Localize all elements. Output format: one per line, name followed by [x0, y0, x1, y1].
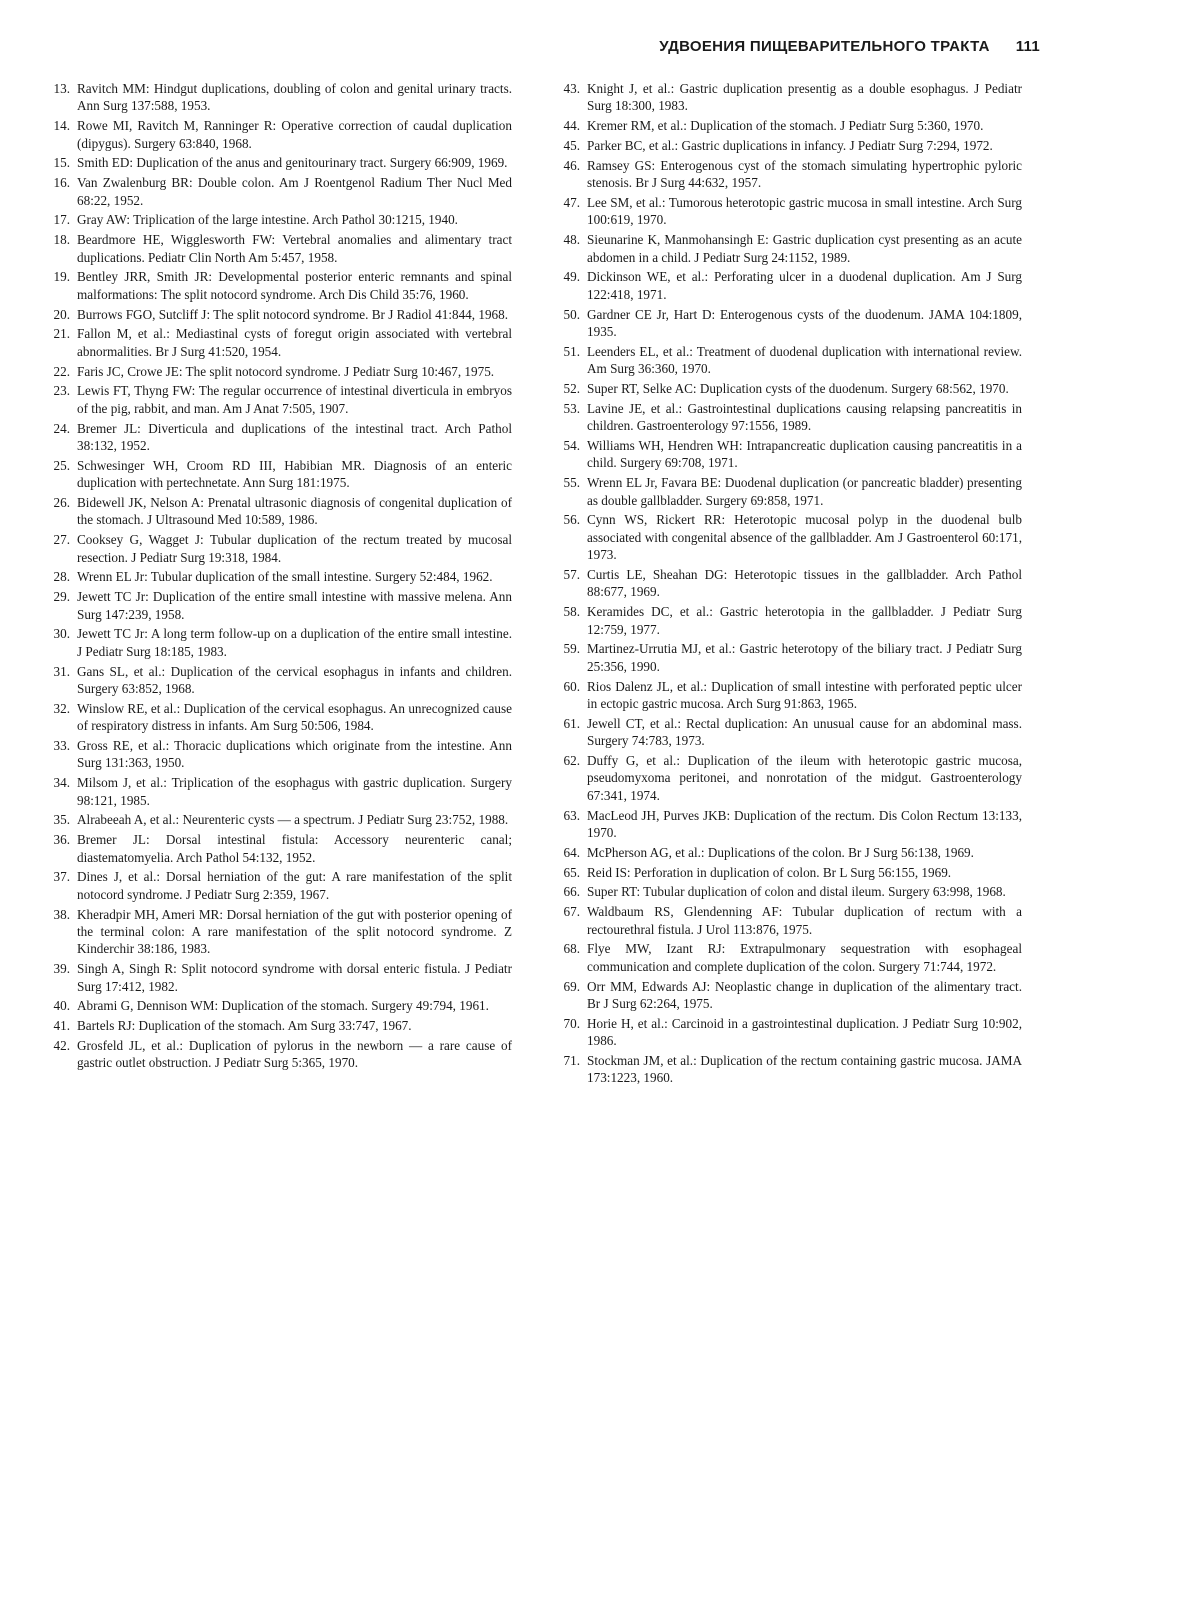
reference-text: Gardner CE Jr, Hart D: Enterogenous cysts of the duodenum. JAMA 104:1809, 1935. [587, 306, 1022, 340]
reference-item [555, 883, 1022, 900]
reference-text: Singh A, Singh R: Split notocord syndrome with dorsal enteric fistula. J Pediatr Surg 17:412, 1982. [77, 961, 512, 994]
reference-item [555, 343, 1022, 378]
reference-text: Waldbaum RS, Glendenning AF: Tubular duplication of rectum with a rectourethral fistula. J Urol 113:876, 1975. [587, 904, 1022, 937]
reference-number: 68. [563, 941, 580, 957]
running-header [659, 38, 1040, 55]
reference-number: 69. [563, 978, 580, 994]
reference-item [555, 844, 1022, 861]
reference-number: 55. [563, 475, 580, 491]
reference-text: Schwesinger WH, Croom RD III, Habibian MR. Diagnosis of an enteric duplication with pertechnetate. Ann Surg 181:1975. [77, 457, 512, 491]
reference-item [45, 231, 512, 266]
reference-number: 42. [53, 1038, 70, 1054]
reference-item [45, 420, 512, 455]
reference-text: Rios Dalenz JL, et al.: Duplication of small intestine with perforated peptic ulcer in ectopic gastric mucosa. Arch Surg 91:863, 1965. [587, 678, 1022, 712]
reference-text: Keramides DC, et al.: Gastric heterotopia in the gallbladder. J Pediatr Surg 12:759, 1977. [587, 604, 1022, 637]
reference-item [555, 603, 1022, 638]
reference-number: 67. [563, 904, 580, 920]
reference-text: Gray AW: Triplication of the large intestine. Arch Pathol 30:1215, 1940. [77, 212, 458, 228]
reference-number: 34. [53, 775, 70, 791]
reference-text: Kremer RM, et al.: Duplication of the stomach. J Pediatr Surg 5:360, 1970. [587, 118, 984, 134]
reference-number: 46. [563, 157, 580, 173]
page-number: 111 [1015, 38, 1040, 55]
reference-text: Williams WH, Hendren WH: Intrapancreatic duplication causing pancreatitis in a child. Surgery 69:708, 1971. [587, 438, 1022, 471]
reference-text: Van Zwalenburg BR: Double colon. Am J Roentgenol Radium Ther Nucl Med 68:22, 1952. [77, 175, 512, 208]
references-column-left [45, 80, 512, 1074]
reference-number: 13. [53, 81, 70, 96]
reference-number: 32. [53, 700, 70, 716]
reference-item [45, 997, 512, 1014]
reference-number: 16. [53, 175, 70, 191]
reference-text: Super RT, Selke AC: Duplication cysts of the duodenum. Surgery 68:562, 1970. [587, 381, 1009, 397]
reference-number: 64. [563, 844, 580, 860]
reference-text: Dines J, et al.: Dorsal herniation of the gut: A rare manifestation of the split notocord syndrome. J Pediatr Surg 2:359, 1967. [77, 869, 512, 902]
reference-text: Orr MM, Edwards AJ: Neoplastic change in duplication of the alimentary tract. Br J Surg 62:264, 1975. [587, 978, 1022, 1012]
reference-number: 31. [53, 663, 70, 679]
reference-item [45, 531, 512, 566]
reference-text: Wrenn EL Jr: Tubular duplication of the small intestine. Surgery 52:484, 1962. [77, 569, 493, 585]
reference-number: 39. [53, 961, 70, 977]
reference-text: Milsom J, et al.: Triplication of the esophagus with gastric duplication. Surgery 98:121, 1985. [77, 775, 512, 808]
reference-text: Kheradpir MH, Ameri MR: Dorsal herniation of the gut with posterior opening of the terminal colon: A rare manifestation of the split notocord syndrome. Z Kinderchir 38:186, 1983. [77, 906, 512, 957]
reference-item [45, 382, 512, 417]
reference-number: 20. [53, 306, 70, 322]
reference-number: 27. [53, 532, 70, 548]
reference-text: Abrami G, Dennison WM: Duplication of the stomach. Surgery 49:794, 1961. [77, 998, 489, 1014]
reference-item [555, 268, 1022, 303]
reference-text: Leenders EL, et al.: Treatment of duodenal duplication with international review. Am Surg 36:360, 1970. [587, 343, 1022, 377]
reference-item [45, 737, 512, 772]
reference-item [555, 511, 1022, 563]
reference-item [555, 157, 1022, 192]
reference-number: 41. [53, 1018, 70, 1034]
reference-item [45, 268, 512, 303]
reference-item [45, 154, 512, 171]
reference-number: 59. [563, 641, 580, 657]
reference-number: 62. [563, 753, 580, 769]
reference-text: Rowe MI, Ravitch M, Ranninger R: Operative correction of caudal duplication (dipygus). Surgery 63:840, 1968. [77, 118, 512, 151]
reference-number: 56. [563, 512, 580, 528]
reference-number: 58. [563, 604, 580, 620]
reference-item [555, 566, 1022, 601]
reference-text: Bartels RJ: Duplication of the stomach. Am Surg 33:747, 1967. [77, 1018, 412, 1034]
reference-text: Fallon M, et al.: Mediastinal cysts of foregut origin associated with vertebral abnormalities. Br J Surg 41:520, 1954. [77, 326, 512, 359]
reference-text: Martinez-Urrutia MJ, et al.: Gastric heterotopy of the biliary tract. J Pediatr Surg 25:356, 1990. [587, 641, 1022, 674]
reference-text: Jewett TC Jr: Duplication of the entire small intestine with massive melena. Ann Surg 147:239, 1958. [77, 589, 512, 622]
reference-number: 25. [53, 457, 70, 473]
reference-item [45, 906, 512, 958]
reference-item [45, 306, 512, 323]
reference-text: McPherson AG, et al.: Duplications of the colon. Br J Surg 56:138, 1969. [587, 844, 974, 860]
reference-number: 49. [563, 269, 580, 285]
reference-number: 21. [53, 326, 70, 342]
reference-text: Bidewell JK, Nelson A: Prenatal ultrasonic diagnosis of congenital duplication of the stomach. J Ultrasound Med 10:589, 1986. [77, 495, 512, 528]
reference-number: 36. [53, 832, 70, 848]
reference-number: 15. [53, 155, 70, 171]
running-title: УДВОЕНИЯ ПИЩЕВАРИТЕЛЬНОГО ТРАКТА [659, 38, 990, 55]
reference-number: 43. [563, 81, 580, 96]
reference-text: Grosfeld JL, et al.: Duplication of pylorus in the newborn — a rare cause of gastric outlet obstruction. J Pediatr Surg 5:365, 1970. [77, 1038, 512, 1071]
reference-number: 51. [563, 343, 580, 359]
reference-item [45, 625, 512, 660]
reference-item [555, 380, 1022, 397]
reference-item [555, 1015, 1022, 1050]
reference-item [45, 1017, 512, 1034]
reference-number: 19. [53, 269, 70, 285]
reference-text: Ravitch MM: Hindgut duplications, doubling of colon and genital urinary tracts. Ann Surg 137:588, 1953. [77, 81, 512, 114]
reference-number: 50. [563, 306, 580, 322]
reference-number: 44. [563, 118, 580, 134]
reference-item [45, 663, 512, 698]
reference-item [555, 978, 1022, 1013]
reference-item [45, 363, 512, 380]
reference-text: Wrenn EL Jr, Favara BE: Duodenal duplication (or pancreatic bladder) presenting as double gallbladder. Surgery 69:858, 1971. [587, 475, 1022, 508]
reference-text: Reid IS: Perforation in duplication of colon. Br L Surg 56:155, 1969. [587, 864, 952, 880]
reference-text: Horie H, et al.: Carcinoid in a gastrointestinal duplication. J Pediatr Surg 10:902, 1986. [587, 1015, 1022, 1049]
reference-item [555, 752, 1022, 804]
reference-item [555, 807, 1022, 842]
reference-item [45, 457, 512, 492]
reference-number: 47. [563, 195, 580, 210]
reference-number: 23. [53, 383, 70, 399]
reference-item [45, 174, 512, 209]
reference-text: Smith ED: Duplication of the anus and genitourinary tract. Surgery 66:909, 1969. [77, 155, 508, 171]
reference-text: Dickinson WE, et al.: Perforating ulcer in a duodenal duplication. Am J Surg 122:418, 1971. [587, 269, 1022, 302]
reference-text: Cynn WS, Rickert RR: Heterotopic mucosal polyp in the duodenal bulb associated with congenital absence of the gallbladder. Am J Gastroenterol 60:171, 1973. [587, 512, 1022, 563]
reference-item [555, 437, 1022, 472]
reference-text: Bremer JL: Dorsal intestinal fistula: Accessory neurenteric canal; diastematomyelia. Arch Pathol 54:132, 1952. [77, 832, 512, 865]
reference-text: Burrows FGO, Sutcliff J: The split notocord syndrome. Br J Radiol 41:844, 1968. [77, 306, 509, 322]
reference-text: Gross RE, et al.: Thoracic duplications which originate from the intestine. Ann Surg 131:363, 1950. [77, 738, 512, 771]
reference-number: 60. [563, 678, 580, 694]
reference-number: 54. [563, 438, 580, 454]
reference-item [45, 494, 512, 529]
reference-item [45, 325, 512, 360]
reference-text: Bremer JL: Diverticula and duplications of the intestinal tract. Arch Pathol 38:132, 1952. [77, 420, 512, 454]
reference-number: 33. [53, 738, 70, 754]
reference-text: Jewell CT, et al.: Rectal duplication: An unusual cause for an abdominal mass. Surgery 74:783, 1973. [587, 715, 1022, 749]
reference-text: MacLeod JH, Purves JKB: Duplication of the rectum. Dis Colon Rectum 13:133, 1970. [587, 807, 1022, 841]
reference-number: 18. [53, 232, 70, 248]
reference-text: Curtis LE, Sheahan DG: Heterotopic tissues in the gallbladder. Arch Pathol 88:677, 1969. [587, 567, 1022, 600]
reference-item [45, 568, 512, 585]
reference-number: 22. [53, 363, 70, 379]
reference-item [45, 831, 512, 866]
reference-number: 28. [53, 569, 70, 585]
reference-text: Lavine JE, et al.: Gastrointestinal duplications causing relapsing pancreatitis in children. Gastroenterology 97:1556, 1989. [587, 400, 1022, 434]
reference-item [555, 640, 1022, 675]
reference-item [45, 588, 512, 623]
reference-item [555, 903, 1022, 938]
reference-number: 14. [53, 118, 70, 134]
reference-number: 45. [563, 138, 580, 153]
reference-item [555, 117, 1022, 134]
reference-item [45, 811, 512, 828]
reference-text: Lewis FT, Thyng FW: The regular occurrence of intestinal diverticula in embryos of the pig, rabbit, and man. Am J Anat 7:505, 1907. [77, 383, 512, 416]
reference-number: 70. [563, 1015, 580, 1031]
reference-item [45, 868, 512, 903]
reference-number: 35. [53, 812, 70, 828]
reference-number: 29. [53, 589, 70, 605]
reference-item [555, 80, 1022, 115]
reference-number: 40. [53, 998, 70, 1014]
reference-number: 30. [53, 626, 70, 642]
reference-number: 66. [563, 884, 580, 900]
reference-item [555, 306, 1022, 341]
reference-number: 61. [563, 715, 580, 731]
reference-item [555, 864, 1022, 881]
reference-number: 17. [53, 212, 70, 228]
reference-item [555, 1052, 1022, 1087]
reference-text: Faris JC, Crowe JE: The split notocord syndrome. J Pediatr Surg 10:467, 1975. [77, 363, 495, 379]
reference-text: Cooksey G, Wagget J: Tubular duplication of the rectum treated by mucosal resection. J Pediatr Surg 19:318, 1984. [77, 532, 512, 565]
reference-text: Winslow RE, et al.: Duplication of the cervical esophagus. An unrecognized cause of respiratory distress in infants. Am Surg 50:506, 1984. [77, 700, 512, 734]
reference-item [45, 700, 512, 735]
reference-item [555, 678, 1022, 713]
reference-text: Duffy G, et al.: Duplication of the ileum with heterotopic gastric mucosa, pseudomyxoma peritonei, and nonrotation of the midgut. Gastroenterology 67:341, 1974. [587, 753, 1022, 803]
reference-text: Parker BC, et al.: Gastric duplications in infancy. J Pediatr Surg 7:294, 1972. [587, 138, 993, 153]
references-column-right [555, 80, 1022, 1089]
reference-number: 65. [563, 864, 580, 880]
reference-text: Lee SM, et al.: Tumorous heterotopic gastric mucosa in small intestine. Arch Surg 100:619, 1970. [587, 195, 1022, 228]
reference-text: Jewett TC Jr: A long term follow-up on a duplication of the entire small intestine. J Pediatr Surg 18:185, 1983. [77, 626, 512, 659]
reference-number: 38. [53, 906, 70, 922]
reference-text: Super RT: Tubular duplication of colon and distal ileum. Surgery 63:998, 1968. [587, 884, 1006, 900]
reference-number: 57. [563, 567, 580, 583]
reference-item [45, 211, 512, 228]
reference-number: 63. [563, 807, 580, 823]
reference-text: Knight J, et al.: Gastric duplication presentig as a double esophagus. J Pediatr Surg 18:300, 1983. [587, 81, 1022, 114]
reference-item [45, 960, 512, 995]
reference-number: 48. [563, 232, 580, 248]
reference-item [555, 940, 1022, 975]
reference-item [45, 774, 512, 809]
reference-item [555, 715, 1022, 750]
reference-item [45, 117, 512, 152]
reference-number: 71. [563, 1053, 580, 1069]
reference-item [45, 80, 512, 115]
reference-text: Beardmore HE, Wigglesworth FW: Vertebral anomalies and alimentary tract duplications. Pediatr Clin North Am 5:457, 1958. [77, 232, 512, 265]
reference-number: 53. [563, 400, 580, 416]
reference-text: Flye MW, Izant RJ: Extrapulmonary sequestration with esophageal communication and complete duplication of the colon. Surgery 71:744, 1972. [587, 941, 1022, 974]
reference-item [555, 231, 1022, 266]
reference-number: 24. [53, 420, 70, 436]
reference-text: Gans SL, et al.: Duplication of the cervical esophagus in infants and children. Surgery 63:852, 1968. [77, 663, 512, 697]
reference-item [555, 194, 1022, 229]
reference-item [555, 474, 1022, 509]
reference-text: Bentley JRR, Smith JR: Developmental posterior enteric remnants and spinal malformations: The split notocord syndrome. Arch Dis Child 35:76, 1960. [77, 269, 512, 302]
reference-text: Sieunarine K, Manmohansingh E: Gastric duplication cyst presenting as an acute abdomen in a child. J Pediatr Surg 24:1152, 1989. [587, 232, 1022, 265]
reference-text: Ramsey GS: Enterogenous cyst of the stomach simulating hypertrophic pyloric stenosis. Br J Surg 44:632, 1957. [587, 157, 1022, 191]
reference-text: Stockman JM, et al.: Duplication of the rectum containing gastric mucosa. JAMA 173:1223, 1960. [587, 1053, 1022, 1086]
reference-number: 37. [53, 869, 70, 885]
reference-number: 26. [53, 495, 70, 511]
reference-item [555, 137, 1022, 154]
reference-item [45, 1037, 512, 1072]
reference-item [555, 400, 1022, 435]
reference-text: Alrabeeah A, et al.: Neurenteric cysts — a spectrum. J Pediatr Surg 23:752, 1988. [77, 812, 509, 828]
reference-number: 52. [563, 381, 580, 397]
